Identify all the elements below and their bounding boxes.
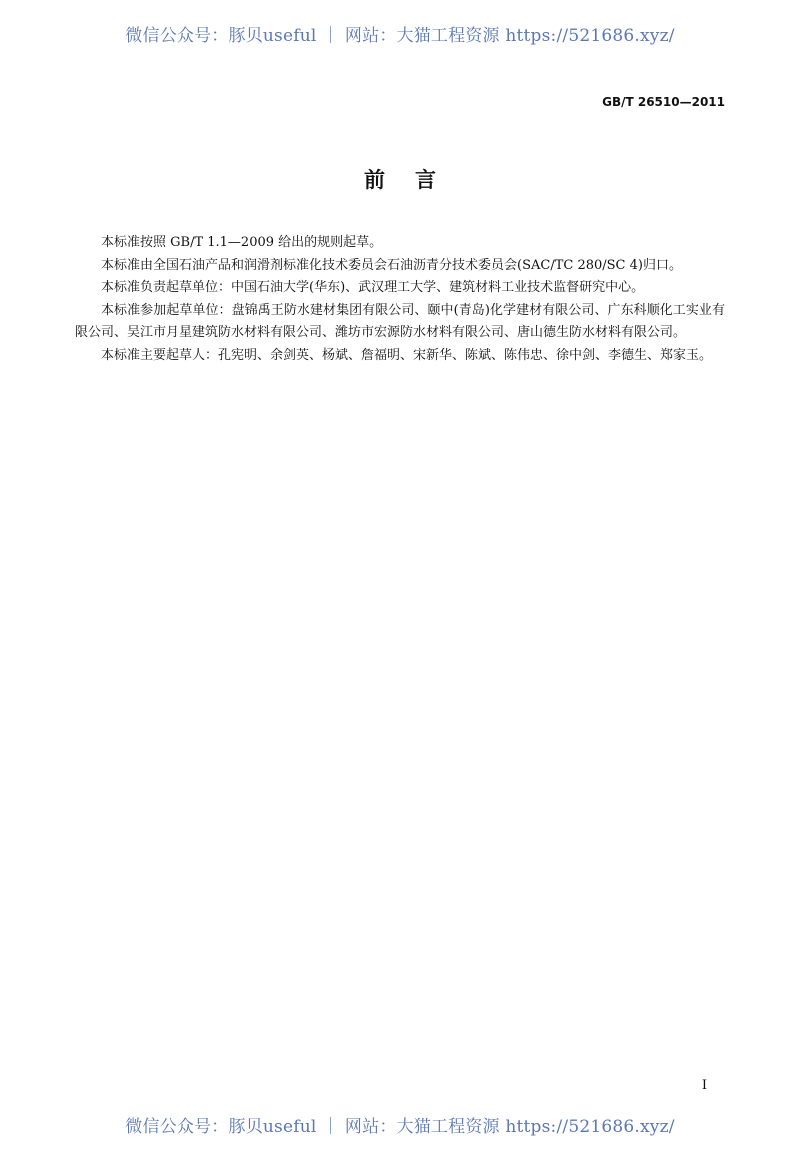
page-title: 前言 [364, 168, 466, 192]
document-body [75, 232, 725, 367]
watermark-top: 微信公众号：豚贝useful ｜ 网站：大猫工程资源 https://521686.xyz/ [125, 26, 675, 46]
paragraph-drafting-rules: 本标准按照 GB/T 1.1—2009 给出的规则起草。 [101, 235, 383, 250]
watermark-bottom: 微信公众号：豚贝useful ｜ 网站：大猫工程资源 https://521686.xyz/ [125, 1117, 675, 1137]
paragraph-participating-units: 本标准参加起草单位：盘锦禹王防水建材集团有限公司、颐中(青岛)化学建材有限公司、广东科顺化工实业有限公司、吴江市月星建筑防水材料有限公司、潍坊市宏源防水材料有限公司、唐山德生防水材料有限公司。 [75, 302, 725, 340]
paragraph-responsible-committee: 本标准由全国石油产品和润滑剂标准化技术委员会石油沥青分技术委员会(SAC/TC 280/SC 4)归口。 [101, 257, 682, 273]
page-number: I [701, 1078, 707, 1093]
paragraph-main-drafters: 本标准主要起草人：孔宪明、余剑英、杨斌、詹福明、宋新华、陈斌、陈伟忠、徐中剑、李德生、郑家玉。 [101, 347, 713, 363]
standard-code: GB/T 26510—2011 [602, 95, 725, 109]
paragraph-lead-drafting-units: 本标准负责起草单位：中国石油大学(华东)、武汉理工大学、建筑材料工业技术监督研究中心。 [101, 280, 645, 295]
